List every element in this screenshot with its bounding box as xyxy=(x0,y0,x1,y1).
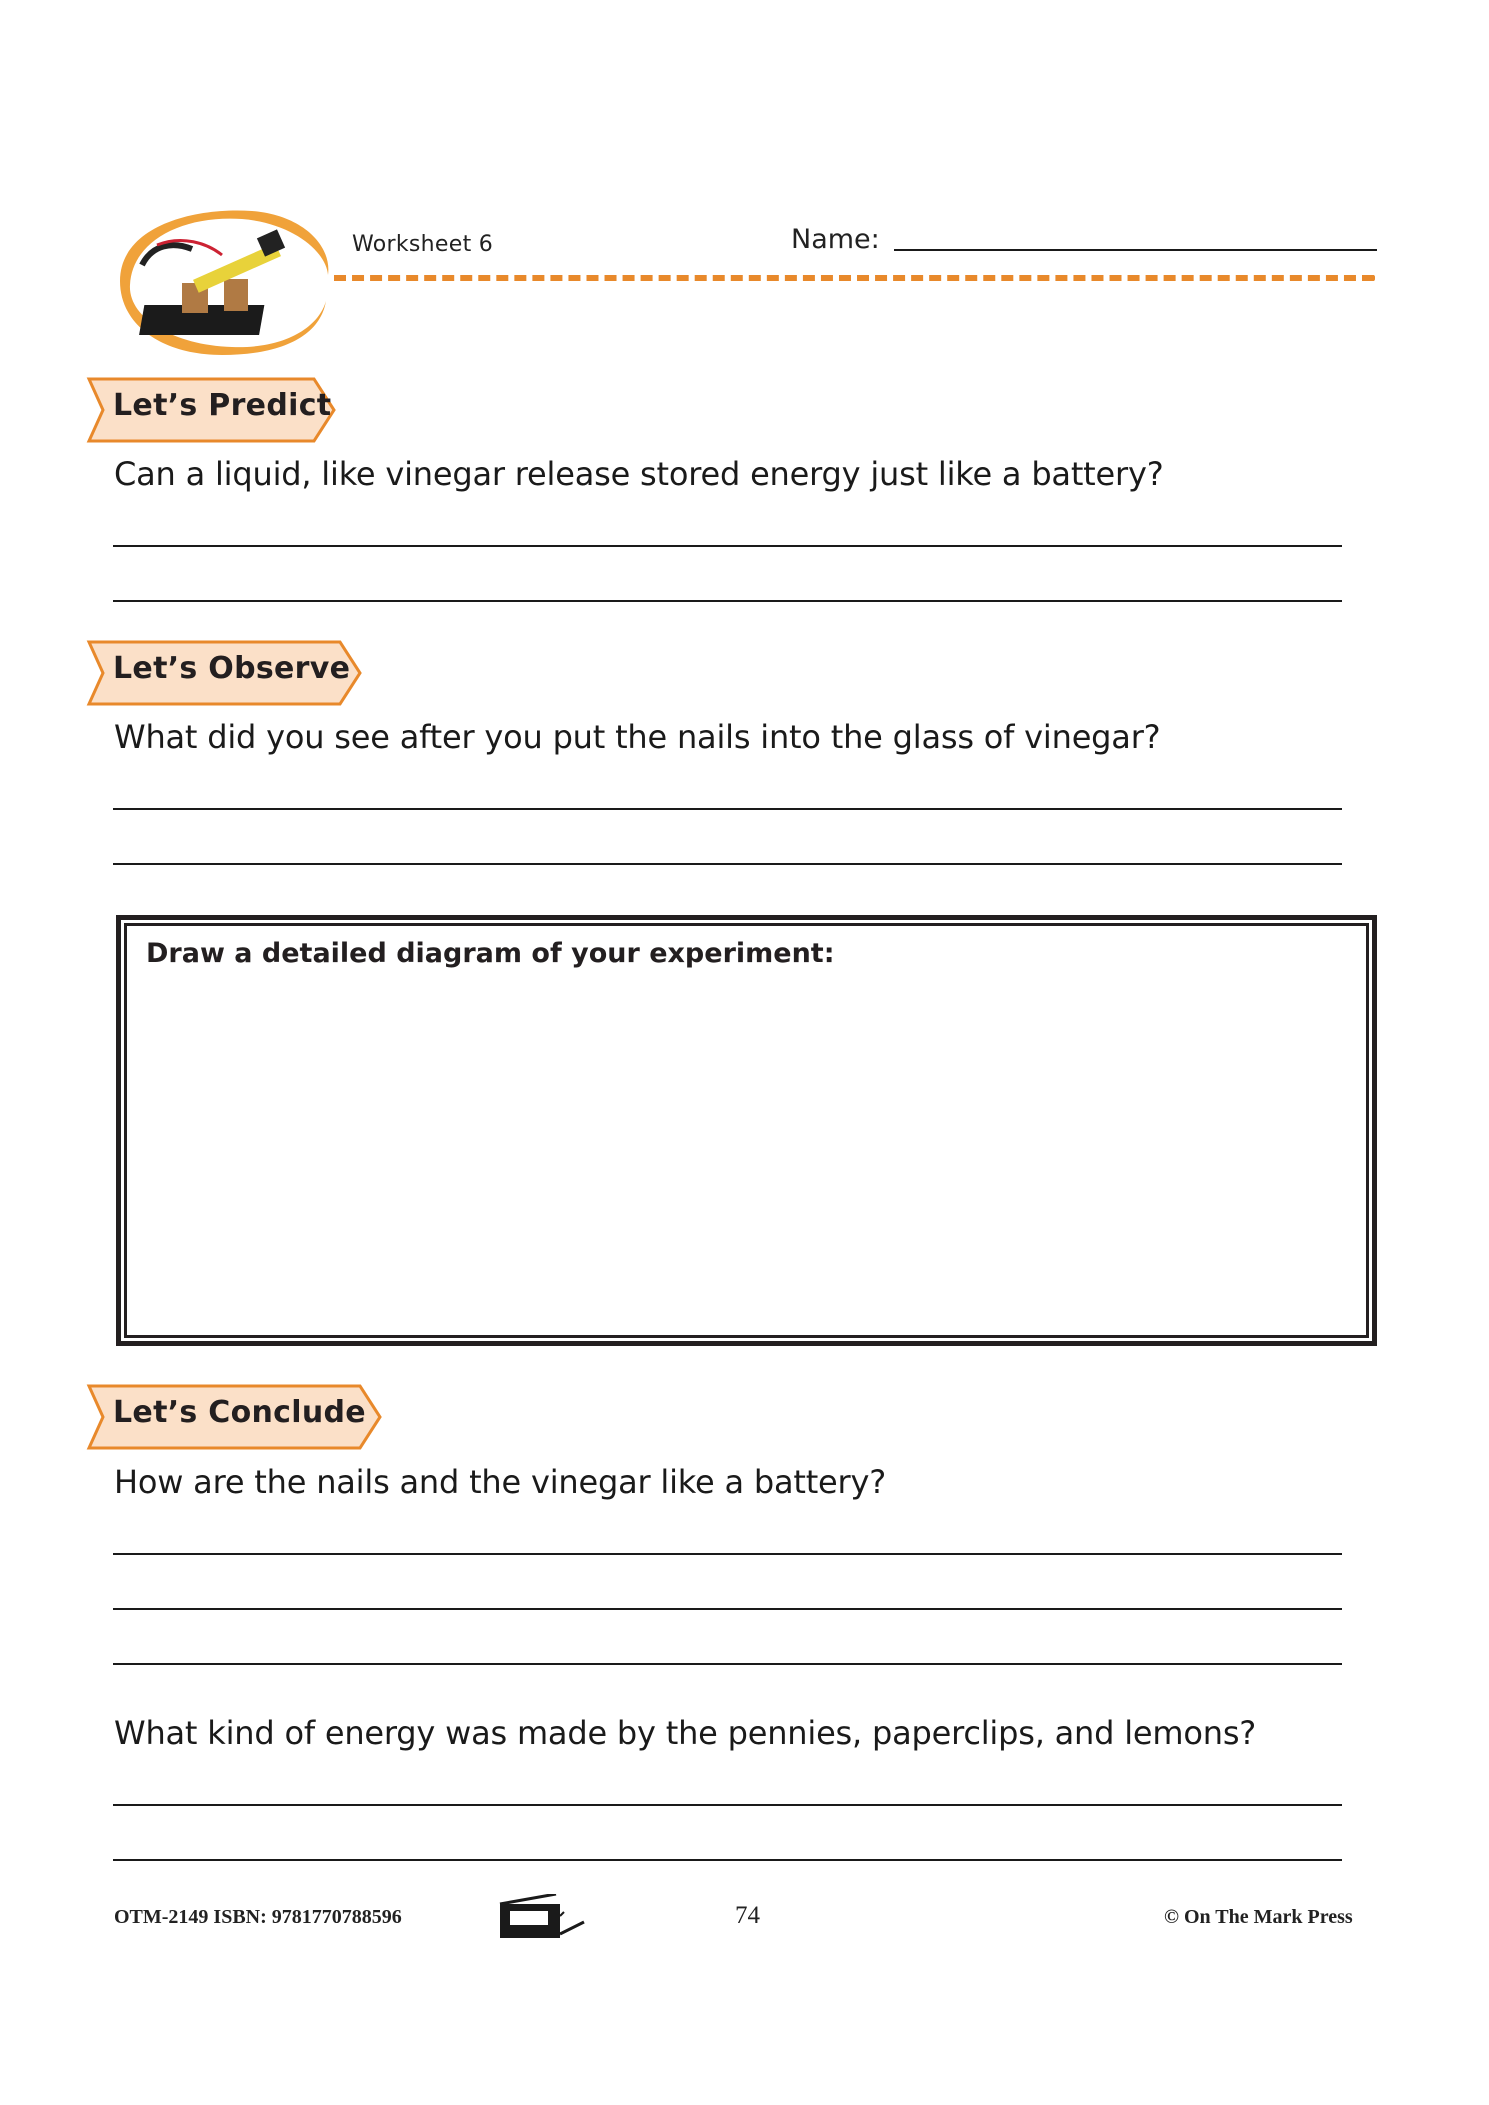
footer-isbn: OTM-2149 ISBN: 9781770788596 xyxy=(114,1906,402,1928)
answer-line[interactable] xyxy=(113,545,1342,547)
footer-copyright: © On The Mark Press xyxy=(1164,1906,1353,1928)
answer-line[interactable] xyxy=(113,1859,1342,1861)
diagram-box-title: Draw a detailed diagram of your experiment: xyxy=(146,938,835,969)
banner-lets-observe xyxy=(86,639,364,701)
header-divider-end xyxy=(1371,275,1375,281)
banner-label: Let’s Conclude xyxy=(113,1395,366,1430)
battery-terminal-logo-icon xyxy=(112,205,334,357)
banner-lets-conclude xyxy=(86,1383,384,1445)
answer-line[interactable] xyxy=(113,808,1342,810)
page-number: 74 xyxy=(735,1902,760,1929)
banner-lets-predict xyxy=(86,376,338,438)
header-divider xyxy=(334,275,1374,281)
answer-line[interactable] xyxy=(113,1608,1342,1610)
answer-line[interactable] xyxy=(113,1553,1342,1555)
name-label: Name: xyxy=(791,224,880,255)
answer-line[interactable] xyxy=(113,863,1342,865)
photocopier-icon xyxy=(498,1894,588,1939)
diagram-drawing-area[interactable] xyxy=(124,923,1369,1338)
answer-line[interactable] xyxy=(113,1663,1342,1665)
answer-line[interactable] xyxy=(113,600,1342,602)
question-conclude-2: What kind of energy was made by the pennies, paperclips, and lemons? xyxy=(114,1714,1257,1752)
question-observe: What did you see after you put the nails into the glass of vinegar? xyxy=(114,718,1161,756)
question-predict: Can a liquid, like vinegar release stored energy just like a battery? xyxy=(114,455,1164,493)
banner-label: Let’s Observe xyxy=(113,651,351,686)
worksheet-label: Worksheet 6 xyxy=(352,232,494,257)
answer-line[interactable] xyxy=(113,1804,1342,1806)
name-input-line[interactable] xyxy=(894,249,1377,251)
banner-label: Let’s Predict xyxy=(113,388,332,423)
question-conclude-1: How are the nails and the vinegar like a battery? xyxy=(114,1463,887,1501)
